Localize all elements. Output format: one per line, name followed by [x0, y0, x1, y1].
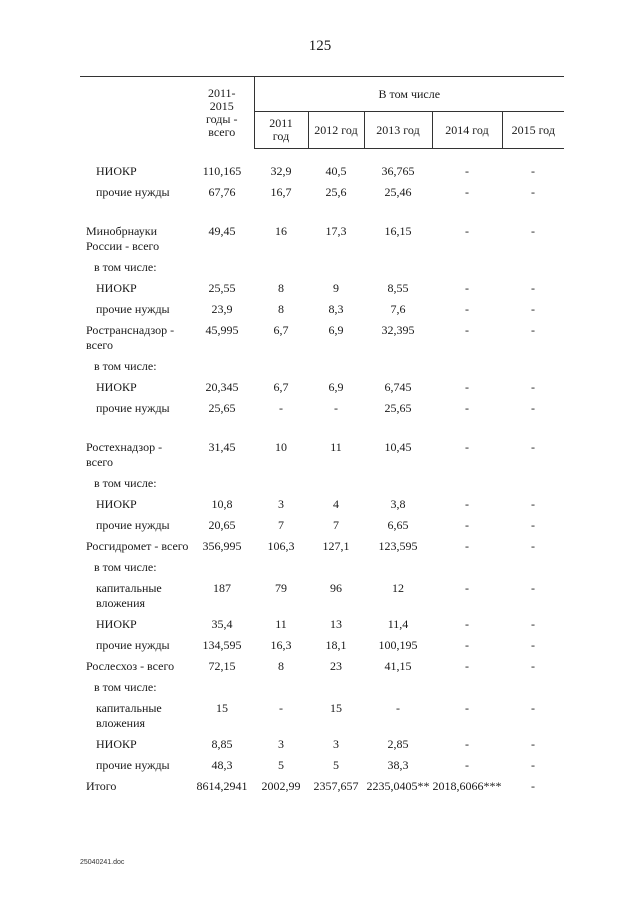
- row-value-2013: 123,595: [378, 539, 418, 553]
- spacer-row: [80, 203, 564, 221]
- row-label: Росгидромет - всего: [86, 539, 189, 553]
- row-value-2011: 2002,99: [261, 779, 301, 793]
- row-value-2014: -: [465, 758, 469, 772]
- row-value-2015: -: [531, 380, 536, 394]
- row-value-2012: 127,1: [322, 539, 350, 553]
- row-value-2011: [254, 257, 308, 278]
- row-total: 25,65: [208, 401, 236, 415]
- row-value-2012: 6,9: [328, 380, 344, 394]
- table-row: [80, 494, 564, 515]
- row-value-2015: -: [531, 617, 536, 631]
- row-label: в том числе:: [94, 680, 157, 694]
- row-total: [190, 257, 254, 278]
- row-value-2012: [308, 557, 364, 578]
- row-value-2014: [432, 677, 502, 698]
- row-label: в том числе:: [94, 476, 157, 490]
- table-row: [80, 635, 564, 656]
- row-value-2014: [432, 473, 502, 494]
- row-value-2012: 15: [330, 701, 342, 715]
- row-value-2014: -: [465, 701, 469, 715]
- row-label: прочие нужды: [96, 638, 170, 652]
- row-total: 45,995: [205, 323, 239, 337]
- row-total: 48,3: [211, 758, 233, 772]
- table-row: [80, 221, 564, 257]
- row-value-2012: [308, 473, 364, 494]
- row-value-2015: -: [531, 581, 536, 595]
- table-row: [80, 578, 564, 614]
- row-total: 10,8: [211, 497, 233, 511]
- row-value-2014: -: [465, 164, 469, 178]
- row-value-2012: 96: [330, 581, 342, 595]
- row-total: [190, 557, 254, 578]
- row-value-2011: 8: [278, 281, 284, 295]
- row-total: [190, 356, 254, 377]
- row-value-2015: -: [531, 779, 536, 793]
- row-value-2012: -: [334, 401, 338, 415]
- row-label: НИОКР: [96, 281, 137, 295]
- row-value-2011: 3: [278, 737, 284, 751]
- row-value-2012: 2357,657: [313, 779, 359, 793]
- row-value-2014: -: [465, 185, 469, 199]
- year-header-2015: 2015 год: [502, 112, 564, 149]
- row-value-2014: [432, 356, 502, 377]
- row-value-2011: 16,3: [270, 638, 292, 652]
- row-total: 49,45: [208, 224, 236, 238]
- row-value-2013: 25,65: [384, 401, 412, 415]
- page-number: 125: [308, 38, 332, 54]
- row-value-2011: 79: [275, 581, 287, 595]
- row-value-2012: 17,3: [325, 224, 347, 238]
- table-row: [80, 278, 564, 299]
- row-label: в том числе:: [94, 260, 157, 274]
- row-value-2011: 8: [278, 302, 284, 316]
- row-value-2013: [364, 356, 432, 377]
- row-value-2011: [254, 677, 308, 698]
- row-total: 187: [213, 581, 231, 595]
- row-label: Ространснадзор - всего: [86, 323, 175, 352]
- table-row: [80, 182, 564, 203]
- row-label: прочие нужды: [96, 758, 170, 772]
- table-row: [80, 755, 564, 776]
- row-value-2013: 41,15: [384, 659, 412, 673]
- total-column-header: [190, 77, 254, 149]
- row-value-2014: -: [465, 440, 469, 454]
- row-value-2015: -: [531, 701, 536, 715]
- row-value-2013: 12: [392, 581, 404, 595]
- row-value-2013: 10,45: [384, 440, 412, 454]
- table-row: [80, 161, 564, 182]
- row-value-2014: -: [465, 224, 469, 238]
- row-value-2012: 7: [333, 518, 339, 532]
- row-value-2014: -: [465, 401, 469, 415]
- row-label: Рослесхоз - всего: [86, 659, 175, 673]
- row-total: 23,9: [211, 302, 233, 316]
- row-label: НИОКР: [96, 737, 137, 751]
- table-row: [80, 557, 564, 578]
- row-value-2014: -: [465, 617, 469, 631]
- row-value-2012: 13: [330, 617, 342, 631]
- row-value-2011: 5: [278, 758, 284, 772]
- table-row: [80, 515, 564, 536]
- row-label: капитальные вложения: [96, 701, 162, 730]
- row-total: 20,345: [205, 380, 239, 394]
- row-total: 20,65: [208, 518, 236, 532]
- row-total: 110,165: [202, 164, 242, 178]
- row-label: в том числе:: [94, 560, 157, 574]
- row-value-2015: -: [531, 539, 536, 553]
- row-value-2015: -: [531, 638, 536, 652]
- row-value-2011: [254, 473, 308, 494]
- row-value-2012: 3: [333, 737, 339, 751]
- document-filename: 25040241.doc: [80, 859, 125, 866]
- row-value-2015: [502, 356, 564, 377]
- row-value-2013: [364, 257, 432, 278]
- row-value-2013: 6,745: [384, 380, 412, 394]
- row-label: прочие нужды: [96, 401, 170, 415]
- row-value-2015: -: [531, 497, 536, 511]
- row-value-2012: 6,9: [328, 323, 344, 337]
- row-total: 134,595: [202, 638, 242, 652]
- row-value-2011: [254, 557, 308, 578]
- row-value-2013: 16,15: [384, 224, 412, 238]
- row-value-2015: -: [531, 401, 536, 415]
- spacer-cell: [80, 203, 564, 221]
- row-value-2013: 11,4: [387, 617, 409, 631]
- row-value-2012: 40,5: [325, 164, 347, 178]
- row-value-2013: [364, 473, 432, 494]
- row-value-2013: [364, 557, 432, 578]
- row-value-2012: 11: [330, 440, 342, 454]
- row-value-2015: -: [531, 185, 536, 199]
- row-label: НИОКР: [96, 497, 137, 511]
- row-value-2014: -: [465, 302, 469, 316]
- row-value-2014: -: [465, 737, 469, 751]
- row-value-2011: 6,7: [273, 323, 289, 337]
- year-header-2014: 2014 год: [432, 112, 502, 149]
- row-value-2011: [254, 356, 308, 377]
- row-value-2015: -: [531, 758, 536, 772]
- row-value-2015: -: [531, 440, 536, 454]
- row-value-2015: [502, 677, 564, 698]
- row-label: в том числе:: [94, 359, 157, 373]
- label-column-header: [80, 77, 190, 149]
- year-header-2011: [254, 112, 308, 149]
- row-value-2014: -: [465, 281, 469, 295]
- row-value-2011: 6,7: [273, 380, 289, 394]
- row-value-2015: -: [531, 737, 536, 751]
- table-row: [80, 734, 564, 755]
- row-value-2011: 10: [275, 440, 287, 454]
- row-value-2015: -: [531, 224, 536, 238]
- row-value-2011: 16: [275, 224, 287, 238]
- row-total: 31,45: [208, 440, 236, 454]
- total-column-header-text: 2011- 2015 годы - всего: [206, 85, 238, 139]
- row-label: прочие нужды: [96, 518, 170, 532]
- row-total: 35,4: [211, 617, 233, 631]
- row-total: 15: [216, 701, 228, 715]
- row-value-2014: -: [465, 518, 469, 532]
- row-value-2015: -: [531, 302, 536, 316]
- row-value-2012: 18,1: [325, 638, 347, 652]
- row-value-2014: -: [465, 323, 469, 337]
- row-total: [190, 677, 254, 698]
- row-value-2012: 8,3: [328, 302, 344, 316]
- row-value-2014: [432, 557, 502, 578]
- table-row: [80, 698, 564, 734]
- row-total: 8614,2941: [196, 779, 248, 793]
- row-value-2015: [502, 257, 564, 278]
- row-value-2011: 8: [278, 659, 284, 673]
- row-total: 72,15: [208, 659, 236, 673]
- row-label: капитальные вложения: [96, 581, 162, 610]
- row-value-2014: -: [465, 581, 469, 595]
- row-total: 25,55: [208, 281, 236, 295]
- row-value-2012: [308, 356, 364, 377]
- row-value-2014: -: [465, 380, 469, 394]
- row-value-2015: -: [531, 164, 536, 178]
- row-value-2015: [502, 473, 564, 494]
- table-row: [80, 320, 564, 356]
- row-value-2014: [432, 257, 502, 278]
- row-label: НИОКР: [96, 380, 137, 394]
- row-value-2011: 3: [278, 497, 284, 511]
- row-value-2011: 32,9: [270, 164, 292, 178]
- row-value-2015: [502, 557, 564, 578]
- row-total: 67,76: [208, 185, 236, 199]
- table-body: [80, 149, 564, 798]
- table-row: [80, 377, 564, 398]
- year-header-2013: 2013 год: [364, 112, 432, 149]
- row-value-2013: [364, 677, 432, 698]
- spacer-row: [80, 419, 564, 437]
- row-total: [190, 473, 254, 494]
- row-label: Ростехнадзор - всего: [86, 440, 163, 469]
- funding-table: [80, 76, 564, 797]
- table-row: [80, 536, 564, 557]
- row-value-2012: 23: [330, 659, 342, 673]
- row-value-2014: 2018,6066***: [432, 779, 502, 793]
- table-row: [80, 437, 564, 473]
- row-value-2012: 5: [333, 758, 339, 772]
- table-row: [80, 677, 564, 698]
- table-row: [80, 356, 564, 377]
- row-total: 356,995: [202, 539, 242, 553]
- table-row: [80, 614, 564, 635]
- row-value-2011: 11: [275, 617, 287, 631]
- row-value-2013: 32,395: [381, 323, 415, 337]
- row-value-2013: -: [396, 701, 400, 715]
- row-value-2011: -: [279, 401, 283, 415]
- row-label: Итого: [86, 779, 117, 793]
- year-header-2011-text: 2011 год: [269, 116, 293, 143]
- row-value-2013: 2235,0405**: [366, 779, 430, 793]
- row-label: Минобрнауки России - всего: [86, 224, 160, 253]
- row-value-2013: 36,765: [381, 164, 415, 178]
- row-value-2015: -: [531, 323, 536, 337]
- row-value-2012: 25,6: [325, 185, 347, 199]
- row-value-2012: 9: [333, 281, 339, 295]
- row-total: 8,85: [211, 737, 233, 751]
- table-row: [80, 257, 564, 278]
- row-label: НИОКР: [96, 617, 137, 631]
- row-value-2011: 7: [278, 518, 284, 532]
- row-value-2011: 16,7: [270, 185, 292, 199]
- row-value-2015: -: [531, 659, 536, 673]
- row-value-2015: -: [531, 518, 536, 532]
- row-value-2012: [308, 257, 364, 278]
- year-header-2012: 2012 год: [308, 112, 364, 149]
- table-row: [80, 776, 564, 797]
- row-value-2014: -: [465, 539, 469, 553]
- table-row: [80, 398, 564, 419]
- row-value-2014: -: [465, 497, 469, 511]
- row-value-2014: -: [465, 659, 469, 673]
- row-value-2012: [308, 677, 364, 698]
- row-value-2013: 6,65: [387, 518, 409, 532]
- row-value-2013: 100,195: [378, 638, 418, 652]
- row-value-2015: -: [531, 281, 536, 295]
- row-value-2011: -: [279, 701, 283, 715]
- row-value-2013: 7,6: [390, 302, 406, 316]
- row-value-2013: 8,55: [387, 281, 409, 295]
- row-value-2011: 106,3: [267, 539, 295, 553]
- row-value-2013: 2,85: [387, 737, 409, 751]
- row-value-2013: 3,8: [390, 497, 406, 511]
- including-header: В том числе: [254, 77, 564, 112]
- row-label: прочие нужды: [96, 185, 170, 199]
- spacer-cell: [80, 419, 564, 437]
- row-value-2013: 25,46: [384, 185, 412, 199]
- row-value-2014: -: [465, 638, 469, 652]
- table-row: [80, 473, 564, 494]
- row-value-2013: 38,3: [387, 758, 409, 772]
- row-value-2012: 4: [333, 497, 339, 511]
- table-row: [80, 299, 564, 320]
- row-label: прочие нужды: [96, 302, 170, 316]
- table-row: [80, 656, 564, 677]
- row-label: НИОКР: [96, 164, 137, 178]
